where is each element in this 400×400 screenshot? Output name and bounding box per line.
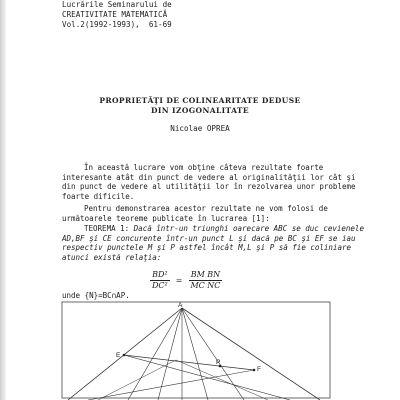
formula-rhs	[188, 270, 222, 291]
label-e: E	[116, 352, 121, 359]
point-e	[123, 354, 126, 357]
cevian-5	[182, 308, 244, 400]
theorem-line-2: AD,BF şi CE concurente într-un punct L şi dacă pe BC şi EF se iau	[62, 233, 356, 243]
header-line-1: Lucrările Seminarului de	[62, 0, 172, 9]
point-f	[253, 369, 256, 372]
label-p: P	[216, 359, 221, 366]
cevian-2	[158, 308, 182, 400]
label-a: A	[178, 302, 183, 309]
figure-frame	[62, 302, 330, 398]
theorem-line-1: Dacă într-un triunghi oarecare ABC se duc cevienele	[133, 224, 364, 233]
cevian-1	[128, 308, 182, 400]
theorem-1	[62, 224, 362, 262]
method-line-1: Pentru demonstrarea acestor rezultate ne vom folosi de	[84, 204, 328, 213]
label-f: F	[257, 366, 261, 373]
intro-line-4: foarte dificile.	[62, 191, 135, 201]
intro-paragraph	[62, 163, 362, 201]
theorem-line-3: respectiv punctele M şi P astfel încât M,L şi P să fie coliniare	[62, 243, 351, 253]
formula-rhs-denominator: MC NC	[190, 281, 221, 290]
method-line-2: următoarele teoreme publicate în lucrarea [1]:	[62, 213, 270, 223]
author-name: Nicolae OPREA	[170, 124, 230, 133]
cevian-ce	[124, 355, 290, 400]
intro-line-3: din punct de vedere al utilităţii lor în rezolvarea unor probleme	[62, 182, 356, 192]
formula-rhs-numerator: BM BN	[190, 270, 221, 279]
formula-lhs-numerator: BD²	[152, 270, 168, 279]
paper-title-line-2: DIN IZOGONALITATE	[150, 106, 250, 115]
formula-lhs-denominator: DC²	[152, 281, 168, 290]
ratio-formula	[150, 270, 222, 291]
intro-line-1: În această lucrare vom obţine câteva rezultate foarte	[84, 163, 324, 172]
paper-title-line-1: PROPRIETĂŢI DE COLINEARITATE DEDUSE	[99, 96, 301, 105]
segment-ef	[124, 355, 254, 370]
intro-line-2: interesante atât din punct de vedere al originalităţii lor cât şi	[62, 172, 356, 182]
theorem-label: TEOREMA 1:	[84, 224, 130, 233]
header-line-2: CREATIVITATE MATEMATICĂ	[62, 10, 168, 19]
cevian-4	[182, 308, 208, 400]
theorem-line-4: atunci există relaţia:	[62, 252, 162, 262]
method-paragraph	[62, 204, 362, 223]
header-line-3: Vol.2(1992-1993), 61-69	[62, 20, 172, 29]
formula-equals: =	[175, 276, 183, 285]
scan-edge-shadow	[0, 0, 6, 400]
journal-header	[62, 0, 172, 30]
formula-lhs	[150, 270, 170, 291]
triangle-cevian-figure	[58, 300, 348, 400]
formula-where-clause: unde {N}=BC∩AP.	[62, 291, 130, 300]
side-ac	[182, 308, 320, 400]
cevian-bf	[88, 370, 254, 400]
